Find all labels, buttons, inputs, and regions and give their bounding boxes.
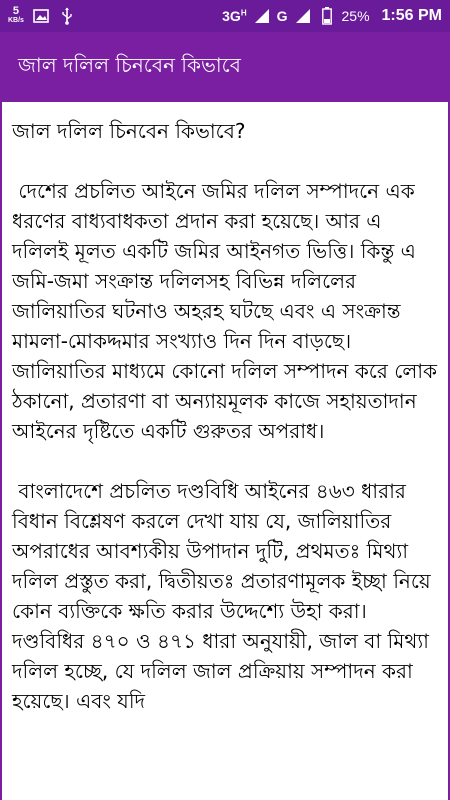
battery-percent: 25%	[341, 8, 370, 24]
content-border-left	[0, 102, 2, 800]
article-view[interactable]	[0, 102, 450, 800]
signal-icon	[253, 7, 271, 25]
app-bar-title: জাল দলিল চিনবেন কিভাবে	[18, 52, 241, 77]
battery-icon	[318, 7, 336, 25]
network-type-3g	[222, 8, 246, 24]
article-title: জাল দলিল চিনবেন কিভাবে?	[12, 119, 246, 143]
status-bar	[0, 0, 450, 32]
network-type-g: G	[276, 8, 288, 24]
image-icon	[32, 7, 50, 25]
clock: 1:56 PM	[381, 7, 442, 24]
network-speed-indicator	[8, 7, 24, 25]
article-paragraph-1: দেশের প্রচলিত আইনে জমির দলিল সম্পাদনে এক ধরণের বাধ্যবাধকতা প্রদান করা হয়েছে। আর এ দলিলই মূলত একটি জমির আইনগত ভিত্তি। কিন্তু এ জমি-জমা সংক্রান্ত দলিলসহ বিভিন্ন দলিলের জালিয়াতির ঘটনাও অহরহ ঘটছে এবং এ সংক্রান্ত মামলা-মোকদ্দমার সংখ্যাও দিন দিন বাড়ছে। জালিয়াতির মাধ্যমে কোনো দলিল সম্পাদন করে লোক ঠকানো, প্রতারণা বা অন্যায়মূলক কাজে সহায়তাদান আইনের দৃষ্টিতে একটি গুরুতর অপরাধ।	[12, 179, 444, 443]
usb-icon	[58, 7, 76, 25]
network-label: 3G	[222, 8, 241, 24]
article-paragraph-2: বাংলাদেশে প্রচলিত দণ্ডবিধি আইনের ৪৬৩ ধারার বিধান বিশ্লেষণ করলে দেখা যায় যে, জালিয়াতির অপরাধের আবশ্যকীয় উপাদান দুটি, প্রথমতঃ মিথ্যা দলিল প্রস্তুত করা, দ্বিতীয়তঃ প্রতারণামূলক ইচ্ছা নিয়ে কোন ব্যক্তিকে ক্ষতি করার উদ্দেশ্যে উহা করা। দণ্ডবিধির ৪৭০ ও ৪৭১ ধারা অনুযায়ী, জাল বা মিথ্যা দলিল হচ্ছে, যে দলিল জাল প্রক্রিয়ায় সম্পাদন করা হয়েছে। এবং যদি	[12, 479, 438, 713]
network-sup: H	[240, 8, 247, 18]
app-bar	[0, 32, 450, 102]
network-speed-unit: KB/s	[8, 17, 24, 24]
signal-icon-2	[294, 7, 312, 25]
network-speed-value: 5	[12, 5, 20, 17]
article-body	[0, 102, 450, 716]
